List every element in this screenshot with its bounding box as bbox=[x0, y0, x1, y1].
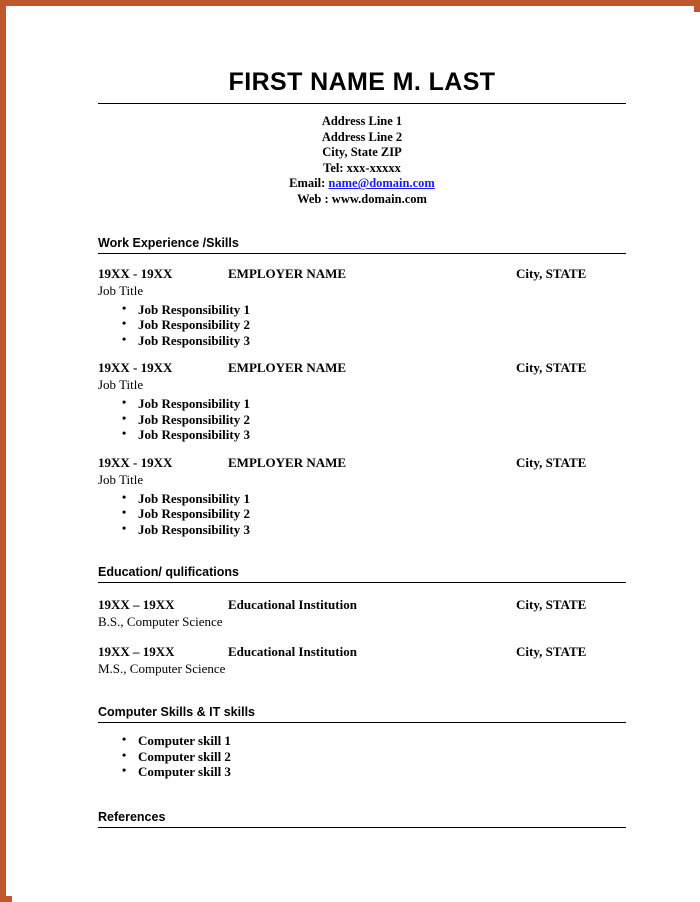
education-entry bbox=[98, 644, 626, 677]
work-entry-employer: EMPLOYER NAME bbox=[228, 454, 347, 470]
header-divider bbox=[98, 103, 626, 104]
work-entry-location: City, STATE bbox=[516, 454, 587, 470]
education-entry-degree: M.S., Computer Science bbox=[98, 661, 226, 677]
education-entry-header bbox=[98, 644, 626, 660]
education-entry-years: 19XX – 19XX bbox=[98, 597, 175, 613]
section-divider bbox=[98, 722, 626, 723]
list-item: • Job Responsibility 3 bbox=[138, 522, 626, 538]
section-work-experience bbox=[98, 236, 626, 538]
list-item: • Job Responsibility 1 bbox=[138, 396, 626, 412]
list-item: • Job Responsibility 3 bbox=[138, 333, 626, 349]
section-divider bbox=[98, 827, 626, 828]
work-entry-employer: EMPLOYER NAME bbox=[228, 265, 347, 281]
address-line-2: Address Line 2 bbox=[321, 129, 403, 144]
section-divider bbox=[98, 253, 626, 254]
education-entry-institution: Educational Institution bbox=[228, 597, 357, 613]
education-entry-header bbox=[98, 597, 626, 613]
education-entry bbox=[98, 597, 626, 630]
email-line bbox=[98, 176, 626, 192]
document-sheet bbox=[12, 12, 700, 902]
work-entry-location: City, STATE bbox=[516, 360, 587, 376]
work-entry-years: 19XX - 19XX bbox=[98, 360, 173, 376]
work-entry-years: 19XX - 19XX bbox=[98, 265, 173, 281]
education-entry-location: City, STATE bbox=[516, 644, 587, 660]
work-entry bbox=[98, 455, 626, 538]
work-entry-job-title: Job Title bbox=[98, 471, 144, 487]
list-item: • Computer skill 3 bbox=[138, 764, 626, 780]
list-item: • Computer skill 1 bbox=[138, 733, 626, 749]
list-item: • Job Responsibility 1 bbox=[138, 491, 626, 507]
work-entry-header bbox=[98, 360, 626, 376]
city-state-zip: City, State ZIP bbox=[322, 145, 402, 160]
work-entry-responsibilities bbox=[98, 491, 626, 538]
page-title: FIRST NAME M. LAST bbox=[228, 68, 496, 96]
work-entry-responsibilities bbox=[98, 302, 626, 349]
work-entry-job-title: Job Title bbox=[98, 282, 144, 298]
list-item: • Job Responsibility 2 bbox=[138, 506, 626, 522]
work-entry-location: City, STATE bbox=[516, 265, 587, 281]
section-heading-references: References bbox=[98, 809, 166, 824]
list-item: • Computer skill 2 bbox=[138, 749, 626, 765]
education-entry-degree: B.S., Computer Science bbox=[98, 614, 223, 630]
section-education bbox=[98, 565, 626, 677]
computer-skills-list bbox=[98, 733, 626, 780]
section-heading-work-experience: Work Experience /Skills bbox=[98, 235, 239, 250]
work-entry-header bbox=[98, 455, 626, 471]
work-entry bbox=[98, 360, 626, 443]
resume-content bbox=[98, 68, 626, 838]
website-line: Web : www.domain.com bbox=[297, 191, 427, 206]
work-entry-responsibilities bbox=[98, 396, 626, 443]
list-item: • Job Responsibility 2 bbox=[138, 317, 626, 333]
telephone: Tel: xxx-xxxxx bbox=[323, 160, 401, 175]
list-item: • Job Responsibility 1 bbox=[138, 302, 626, 318]
section-heading-computer-skills: Computer Skills & IT skills bbox=[98, 705, 255, 720]
email-label: Email: bbox=[289, 176, 329, 191]
section-divider bbox=[98, 582, 626, 583]
work-entry bbox=[98, 266, 626, 349]
education-entry-years: 19XX – 19XX bbox=[98, 644, 175, 660]
work-entry-employer: EMPLOYER NAME bbox=[228, 360, 347, 376]
resume-header bbox=[98, 68, 626, 208]
work-entry-header bbox=[98, 266, 626, 282]
section-references bbox=[98, 810, 626, 828]
contact-block bbox=[98, 114, 626, 208]
email-link[interactable]: name@domain.com bbox=[328, 176, 435, 191]
section-heading-education: Education/ qulifications bbox=[98, 565, 239, 580]
list-item: • Job Responsibility 2 bbox=[138, 412, 626, 428]
education-entry-location: City, STATE bbox=[516, 597, 587, 613]
address-line-1: Address Line 1 bbox=[321, 114, 403, 128]
section-computer-skills bbox=[98, 705, 626, 780]
work-entry-job-title: Job Title bbox=[98, 377, 144, 393]
list-item: • Job Responsibility 3 bbox=[138, 427, 626, 443]
work-entry-years: 19XX - 19XX bbox=[98, 454, 173, 470]
education-entry-institution: Educational Institution bbox=[228, 644, 357, 660]
